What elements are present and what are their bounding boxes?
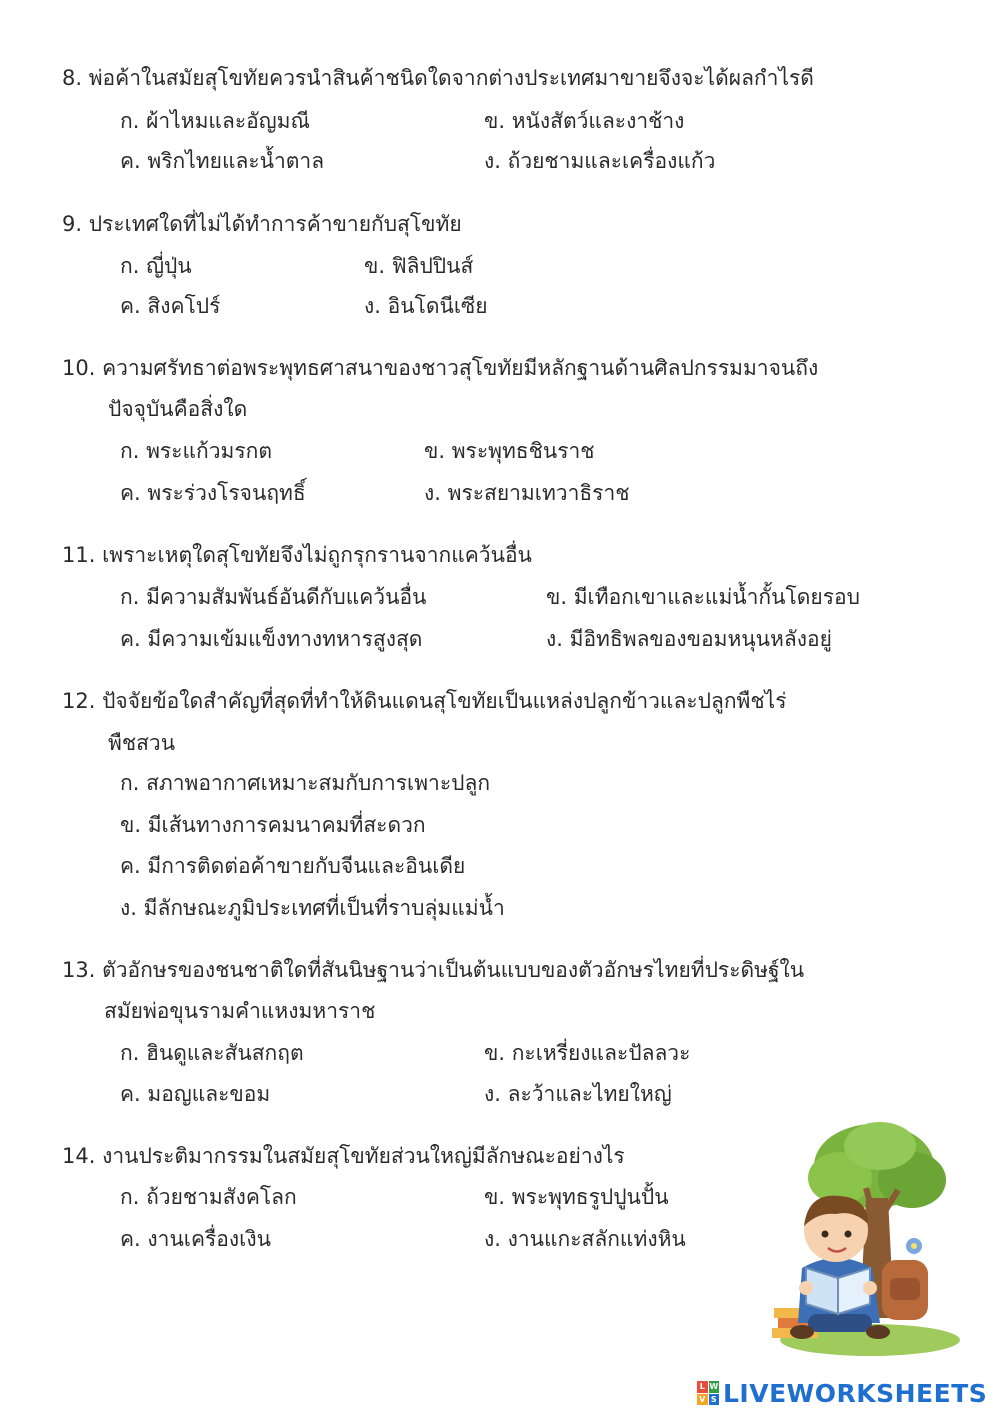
- question-10-text: 10. ความศรัทธาต่อพระพุทธศาสนาของชาวสุโขทัยมีหลักฐานด้านศิลปกรรมมาจนถึง: [62, 356, 819, 380]
- question-8-text: 8. พ่อค้าในสมัยสุโขทัยควรนำสินค้าชนิดใดจากต่างประเทศมาขายจึงจะได้ผลกำไรดี: [62, 66, 814, 90]
- question-9-option-c: ค. สิงคโปร์: [120, 294, 221, 318]
- question-14-option-b: ข. พระพุทธรูปปูนปั้น: [484, 1185, 669, 1209]
- question-8-option-b: ข. หนังสัตว์และงาช้าง: [484, 109, 685, 133]
- liveworksheets-badge-icon: [697, 1381, 719, 1405]
- badge-letter: V: [697, 1394, 708, 1406]
- badge-letter: W: [709, 1382, 719, 1391]
- question-11-option-c: ค. มีความเข้มแข็งทางทหารสูงสุด: [120, 627, 423, 651]
- badge-letter: S: [709, 1394, 720, 1406]
- question-10-text-line2: ปัจจุบันคือสิ่งใด: [108, 397, 248, 421]
- question-12-option-d: ง. มีลักษณะภูมิประเทศที่เป็นที่ราบลุ่มแม่น้ำ: [120, 896, 505, 920]
- question-9-option-a: ก. ญี่ปุ่น: [120, 254, 192, 278]
- liveworksheets-logo: [697, 1376, 987, 1410]
- question-11-option-a: ก. มีความสัมพันธ์อันดีกับแคว้นอื่น: [120, 585, 427, 609]
- question-13-option-d: ง. ละว้าและไทยใหญ่: [484, 1082, 672, 1106]
- liveworksheets-wordmark: LIVEWORKSHEETS: [723, 1378, 988, 1408]
- question-12-text: 12. ปัจจัยข้อใดสำคัญที่สุดที่ทำให้ดินแดนสุโขทัยเป็นแหล่งปลูกข้าวและปลูกพืชไร่: [62, 689, 787, 713]
- question-14-option-a: ก. ถ้วยชามสังคโลก: [120, 1185, 297, 1209]
- question-10-option-b: ข. พระพุทธชินราช: [424, 439, 595, 463]
- question-8-option-a: ก. ผ้าไหมและอัญมณี: [120, 109, 310, 133]
- question-14-text: 14. งานประติมากรรมในสมัยสุโขทัยส่วนใหญ่มีลักษณะอย่างไร: [62, 1144, 625, 1168]
- question-13-text-line2: สมัยพ่อขุนรามคำแหงมหาราช: [104, 999, 376, 1023]
- question-14-option-d: ง. งานแกะสลักแท่งหิน: [484, 1227, 686, 1251]
- question-8-option-d: ง. ถ้วยชามและเครื่องแก้ว: [484, 149, 716, 173]
- question-14-option-c: ค. งานเครื่องเงิน: [120, 1227, 271, 1251]
- question-11-option-b: ข. มีเทือกเขาและแม่น้ำกั้นโดยรอบ: [546, 585, 860, 609]
- question-10-option-d: ง. พระสยามเทวาธิราช: [424, 481, 630, 505]
- question-10-option-a: ก. พระแก้วมรกต: [120, 439, 272, 463]
- question-11-text: 11. เพราะเหตุใดสุโขทัยจึงไม่ถูกรุกรานจากแคว้นอื่น: [62, 543, 532, 567]
- question-9-text: 9. ประเทศใดที่ไม่ได้ทำการค้าขายกับสุโขทัย: [62, 212, 462, 236]
- question-9-option-d: ง. อินโดนีเซีย: [364, 294, 488, 318]
- question-8-option-c: ค. พริกไทยและน้ำตาล: [120, 149, 325, 173]
- badge-letter: L: [697, 1381, 708, 1393]
- question-13-option-a: ก. ฮินดูและสันสกฤต: [120, 1041, 304, 1065]
- question-11-option-d: ง. มีอิทธิพลของขอมหนุนหลังอยู่: [546, 627, 832, 651]
- boy-reading-under-tree-illustration: [762, 1118, 962, 1363]
- question-13-option-b: ข. กะเหรี่ยงและปัลลวะ: [484, 1041, 691, 1065]
- question-9-option-b: ข. ฟิลิปปินส์: [364, 254, 474, 278]
- question-12-option-b: ข. มีเส้นทางการคมนาคมที่สะดวก: [120, 813, 426, 837]
- question-12-option-a: ก. สภาพอากาศเหมาะสมกับการเพาะปลูก: [120, 771, 491, 795]
- question-12-option-c: ค. มีการติดต่อค้าขายกับจีนและอินเดีย: [120, 854, 466, 878]
- question-13-text: 13. ตัวอักษรของชนชาติใดที่สันนิษฐานว่าเป็นต้นแบบของตัวอักษรไทยที่ประดิษฐ์ใน: [62, 958, 805, 982]
- illustration-svg: [762, 1118, 962, 1363]
- question-10-option-c: ค. พระร่วงโรจนฤทธิ์: [120, 481, 306, 505]
- question-13-option-c: ค. มอญและขอม: [120, 1082, 271, 1106]
- question-12-text-line2: พืชสวน: [108, 731, 176, 755]
